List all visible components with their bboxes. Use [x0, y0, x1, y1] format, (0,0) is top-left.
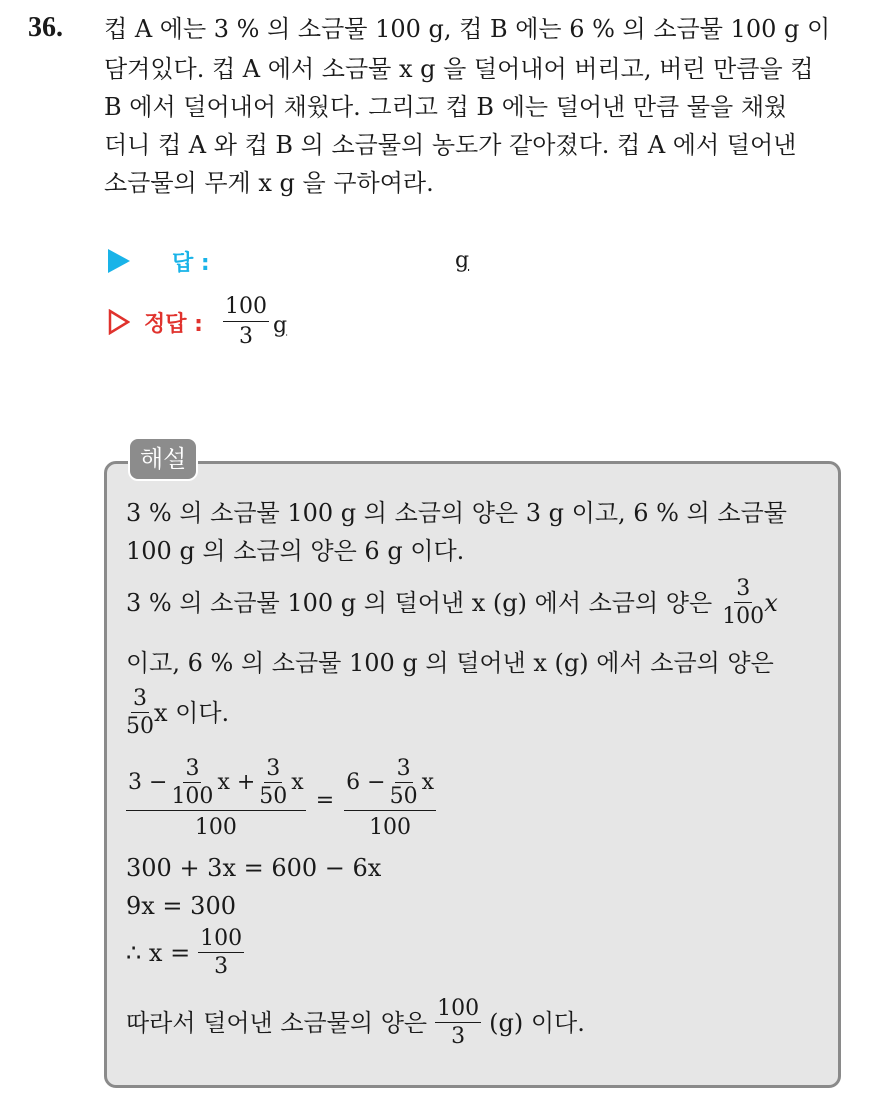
question-line-5: 소금물의 무게 x g 을 구하여라. [104, 169, 434, 197]
correct-numerator: 100 [223, 296, 269, 322]
solution-line-2: 100 g 의 소금의 양은 6 g 이다. [126, 537, 465, 565]
fraction-100-3 [198, 928, 244, 978]
question-line-3: B 에서 덜어내어 채웠다. 그리고 컵 B 에는 덜어낸 만큼 물을 채웠 [104, 93, 788, 121]
correct-unit: g [272, 312, 288, 338]
variable-x: x [764, 589, 778, 617]
equation-denominator: 100 [369, 815, 412, 840]
solution-line-5 [126, 688, 229, 738]
equation-term: x [421, 770, 434, 795]
fraction-3-50 [126, 688, 154, 738]
solution-line-1: 3 % 의 소금물 100 g 의 소금의 양은 3 g 이고, 6 % 의 소금물 [126, 499, 787, 527]
answer-label: 답 : [172, 250, 210, 276]
fraction-numerator: 100 [200, 926, 243, 951]
final-text: (g) 이다. [489, 1009, 585, 1037]
equals-sign: = [315, 787, 335, 813]
fraction-numerator: 3 [396, 756, 411, 781]
question-line-4: 더니 컵 A 와 컵 B 의 소금물의 농도가 같아졌다. 컵 A 에서 덜어낸 [104, 131, 797, 159]
question-number: 36. [28, 12, 63, 43]
play-triangle-icon [108, 249, 130, 273]
equation-2: 300 + 3x = 600 − 6x [126, 854, 382, 882]
fraction-numerator: 3 [736, 576, 751, 601]
fraction-3-50 [259, 758, 287, 808]
correct-label: 정답 : [144, 311, 203, 337]
fraction-3-100 [171, 758, 213, 808]
fraction-3-50 [390, 758, 418, 808]
equation-term: x + [217, 770, 256, 795]
answer-row [108, 246, 210, 276]
solution-line-4: 이고, 6 % 의 소금물 100 g 의 덜어낸 x (g) 에서 소금의 양은 [126, 649, 774, 677]
question-line-2: 담겨있다. 컵 A 에서 소금물 x g 을 덜어내어 버리고, 버린 만큼을 컵 [104, 55, 814, 83]
equation-4 [126, 928, 244, 978]
final-text: 따라서 덜어낸 소금물의 양은 [126, 1009, 428, 1037]
solution-tab: 해설 [128, 437, 198, 481]
fraction-3-100 [722, 578, 764, 628]
equation-term: 3 − [128, 770, 168, 795]
fraction-numerator: 3 [266, 756, 281, 781]
fraction-denominator: 3 [451, 1024, 466, 1049]
outline-triangle-icon [108, 309, 130, 335]
fraction-denominator: 50 [389, 784, 418, 809]
question-line-1: 컵 A 에는 3 % 의 소금물 100 g, 컵 B 에는 6 % 의 소금물 100 g 이 [104, 15, 831, 43]
correct-fraction [223, 296, 269, 348]
solution-final-line [126, 998, 585, 1048]
equation-right-fraction [344, 758, 436, 843]
solution-line-3-text: 3 % 의 소금물 100 g 의 덜어낸 x (g) 에서 소금의 양은 [126, 589, 713, 617]
fraction-denominator: 100 [722, 604, 765, 629]
correct-answer-row [108, 296, 287, 348]
fraction-numerator: 3 [185, 756, 200, 781]
equation-term: 6 − [346, 770, 386, 795]
equation-3: 9x = 300 [126, 892, 236, 920]
fraction-denominator: 50 [126, 714, 154, 739]
equation-1 [126, 758, 436, 843]
therefore-text: ∴ x = [126, 939, 191, 967]
fraction-denominator: 50 [259, 784, 288, 809]
fraction-numerator: 100 [437, 996, 480, 1021]
fraction-denominator: 100 [171, 784, 214, 809]
fraction-denominator: 3 [214, 954, 229, 979]
fraction-100-3 [435, 998, 481, 1048]
solution-line-5-text: x 이다. [154, 699, 230, 727]
answer-unit: g [455, 248, 470, 273]
solution-line-3 [126, 578, 778, 628]
correct-denominator: 3 [238, 324, 253, 349]
equation-left-fraction [126, 758, 306, 843]
equation-denominator: 100 [194, 815, 237, 840]
equation-term: x [291, 770, 304, 795]
fraction-numerator: 3 [133, 686, 147, 711]
